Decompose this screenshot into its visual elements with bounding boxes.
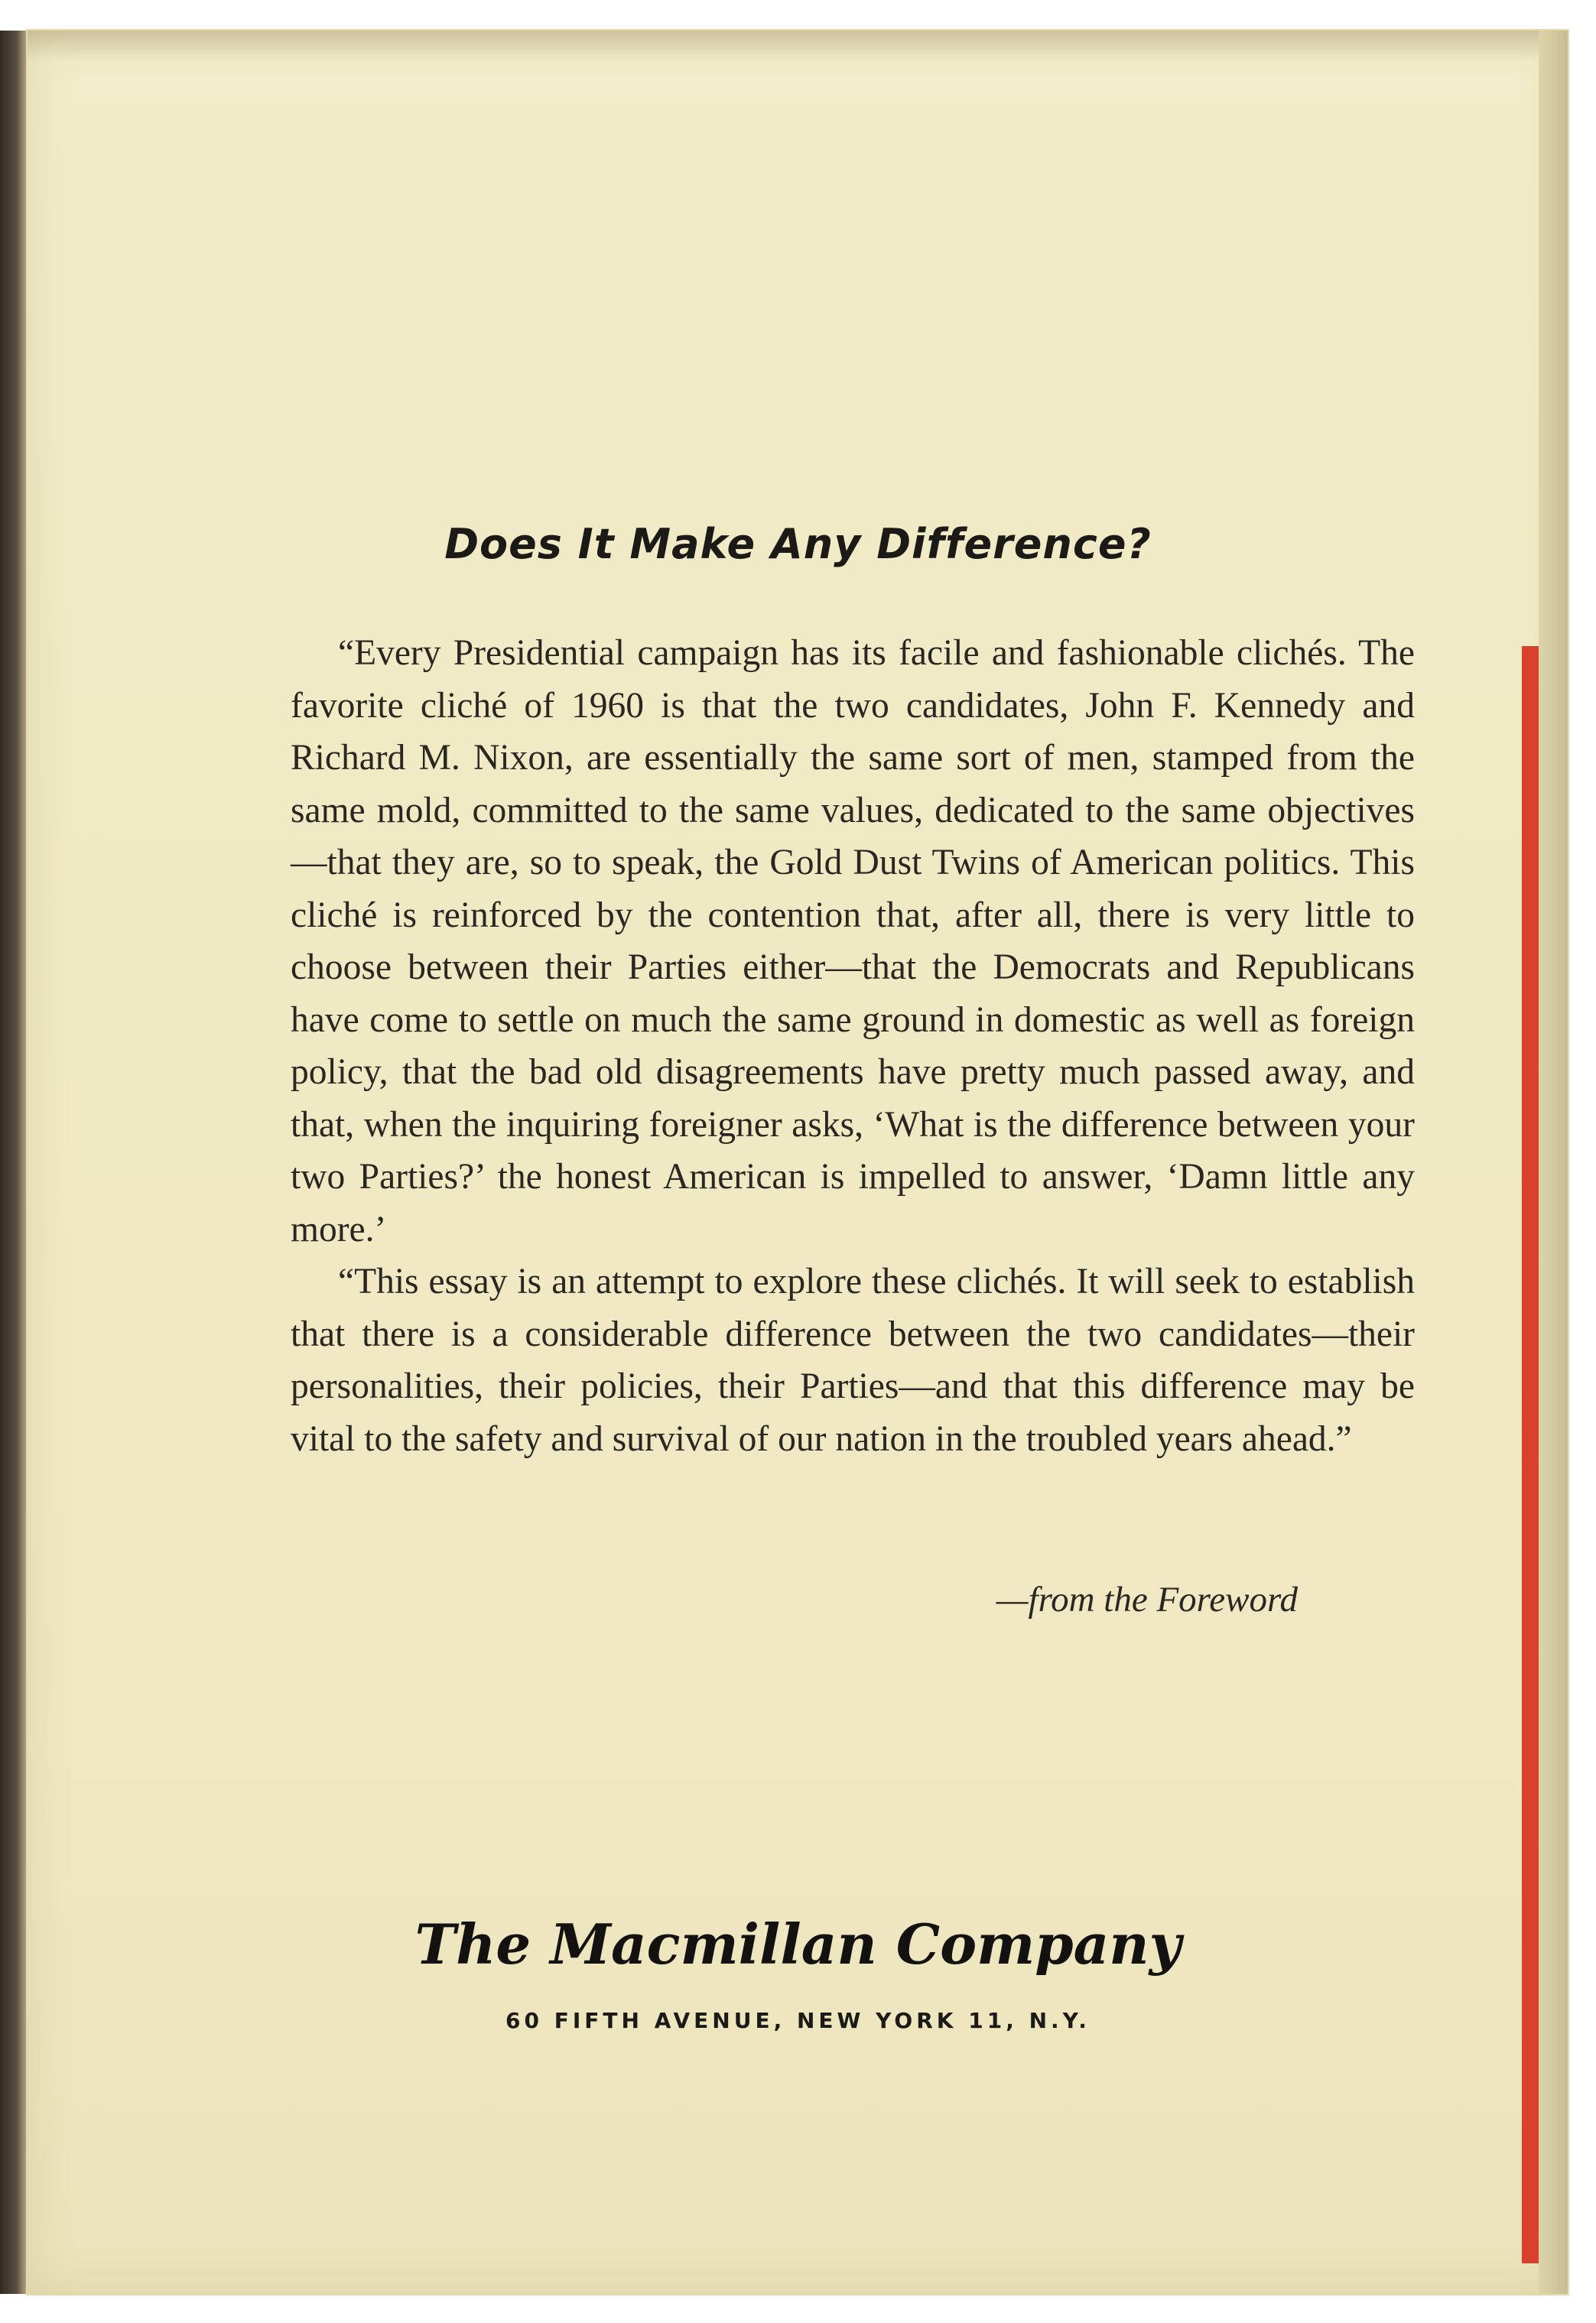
publisher-name: The Macmillan Company xyxy=(414,1912,1182,1977)
excerpt-paragraph-1: “Every Presidential campaign has its facile and fashionable clichés. The favorite cliché of 1960 is that the two candidates, John F. Kennedy and Richard M. Nixon, are essentially the same sort of men, stamped from the same mold, committed to the same values, dedicated to the same objectives—that they are, so to speak, the Gold Dust Twins of American politics. This cliché is reinforced by the contention that, after all, there is very little to choose between their Parties either—that the Democrats and Republicans have come to settle on much the same ground in domestic as well as foreign policy, that the bad old disagreements have pretty much passed away, and that, when the inquiring foreigner asks, ‘What is the difference between your two Parties?’ the honest American is impelled to answer, ‘Damn little any more.’ xyxy=(291,633,1415,1249)
excerpt-attribution: —from the Foreword xyxy=(996,1580,1298,1620)
excerpt-paragraph-2: “This essay is an attempt to explore these clichés. It will seek to establish that there is a considerable difference between the two candidates—their personalities, their policies, their Parties—and that this difference may be vital to the safety and survival of our nation in the troubled years ahead.” xyxy=(291,1262,1415,1459)
cover-headline: Does It Make Any Difference? xyxy=(444,520,1152,568)
cover-top-wear xyxy=(28,31,1568,61)
publisher-address: 60 FIFTH AVENUE, NEW YORK 11, N.Y. xyxy=(505,2008,1091,2033)
foreword-excerpt xyxy=(291,627,1415,1465)
